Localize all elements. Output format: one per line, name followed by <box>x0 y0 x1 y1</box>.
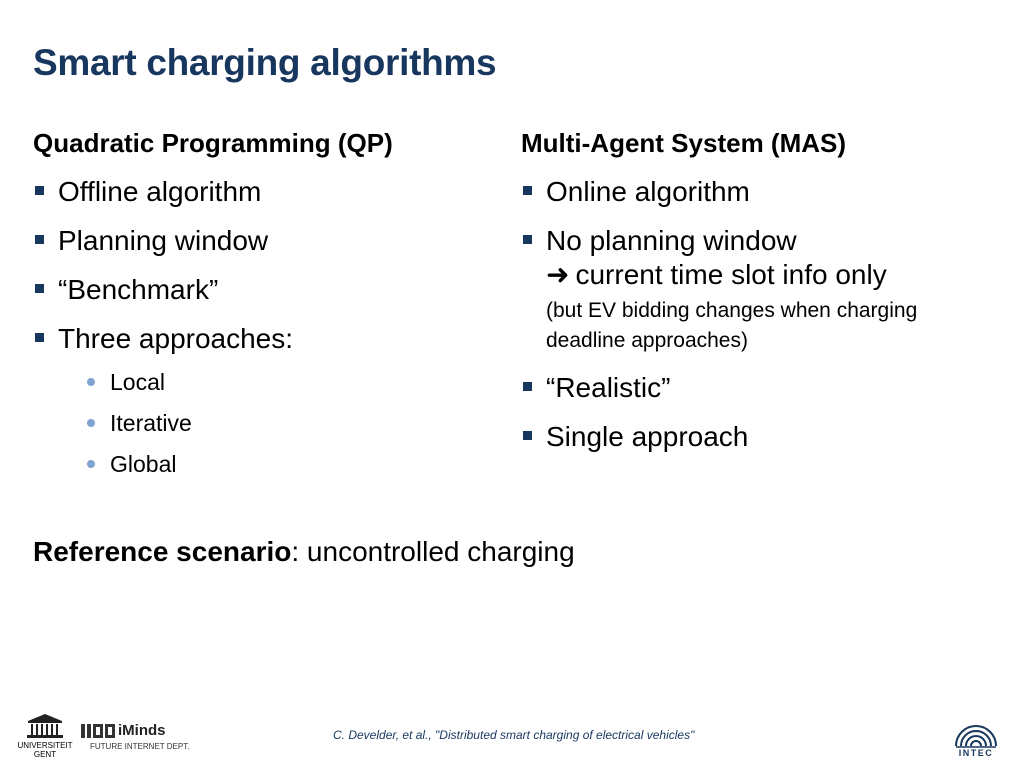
square-bullet-icon <box>35 284 44 293</box>
list-item-text: Single approach <box>546 421 749 452</box>
list-item-text: “Realistic” <box>546 372 671 403</box>
square-bullet-icon <box>523 235 532 244</box>
iminds-subtitle: FUTURE INTERNET DEPT. <box>90 742 190 751</box>
intec-arcs-icon <box>952 714 1000 748</box>
iminds-brand: iMinds <box>118 722 166 739</box>
round-bullet-icon <box>87 378 95 386</box>
qp-bullet-list <box>33 175 493 478</box>
round-bullet-icon <box>87 460 95 468</box>
ugent-logo-line1: UNIVERSITEIT <box>17 741 73 750</box>
arrow-line <box>546 258 1001 292</box>
iminds-logo <box>80 722 190 756</box>
sublist-item-text: Iterative <box>110 410 192 436</box>
sublist-item <box>58 409 493 437</box>
reference-text: : uncontrolled charging <box>291 536 575 567</box>
list-item <box>33 273 493 307</box>
square-bullet-icon <box>523 186 532 195</box>
list-item <box>521 224 1001 356</box>
intec-label: INTEC <box>958 748 994 758</box>
iminds-mark-icon <box>80 722 116 740</box>
square-bullet-icon <box>523 382 532 391</box>
list-item <box>521 371 1001 405</box>
list-item <box>521 420 1001 454</box>
square-bullet-icon <box>35 333 44 342</box>
arrow-line-text: current time slot info only <box>575 259 887 290</box>
reference-scenario <box>33 536 575 568</box>
slide-title: Smart charging algorithms <box>33 42 497 83</box>
reference-label: Reference scenario <box>33 536 292 567</box>
mas-heading: Multi-Agent System (MAS) <box>521 128 846 158</box>
mas-bullet-list <box>521 175 1001 454</box>
round-bullet-icon <box>87 419 95 427</box>
list-item <box>521 175 1001 209</box>
list-item-text: Planning window <box>58 225 269 256</box>
sublist-item-text: Local <box>110 369 165 395</box>
square-bullet-icon <box>35 186 44 195</box>
qp-heading: Quadratic Programming (QP) <box>33 128 393 158</box>
list-item-text: Three approaches: <box>58 323 294 354</box>
sublist-item-text: Global <box>110 451 177 477</box>
list-item <box>33 224 493 258</box>
intec-logo <box>952 714 1000 760</box>
sublist-item <box>58 450 493 478</box>
ugent-logo-line2: GENT <box>33 750 57 759</box>
list-item <box>33 322 493 478</box>
square-bullet-icon <box>523 431 532 440</box>
list-item <box>33 175 493 209</box>
bidding-note: (but EV bidding changes when charging deadline approaches) <box>546 299 918 352</box>
ugent-building-icon <box>14 712 76 740</box>
ugent-logo <box>14 712 76 760</box>
mas-column <box>521 128 1001 469</box>
qp-column <box>33 128 493 493</box>
list-item-text: Online algorithm <box>546 176 750 207</box>
right-arrow-icon: ➜ <box>546 259 570 290</box>
list-item-text: Offline algorithm <box>58 176 262 207</box>
square-bullet-icon <box>35 235 44 244</box>
approaches-sublist <box>58 368 493 478</box>
footer-citation: C. Develder, et al., "Distributed smart charging of electrical vehicles" <box>333 728 695 742</box>
sublist-item <box>58 368 493 396</box>
list-item-text: “Benchmark” <box>58 274 219 305</box>
list-item-text: No planning window <box>546 225 797 256</box>
